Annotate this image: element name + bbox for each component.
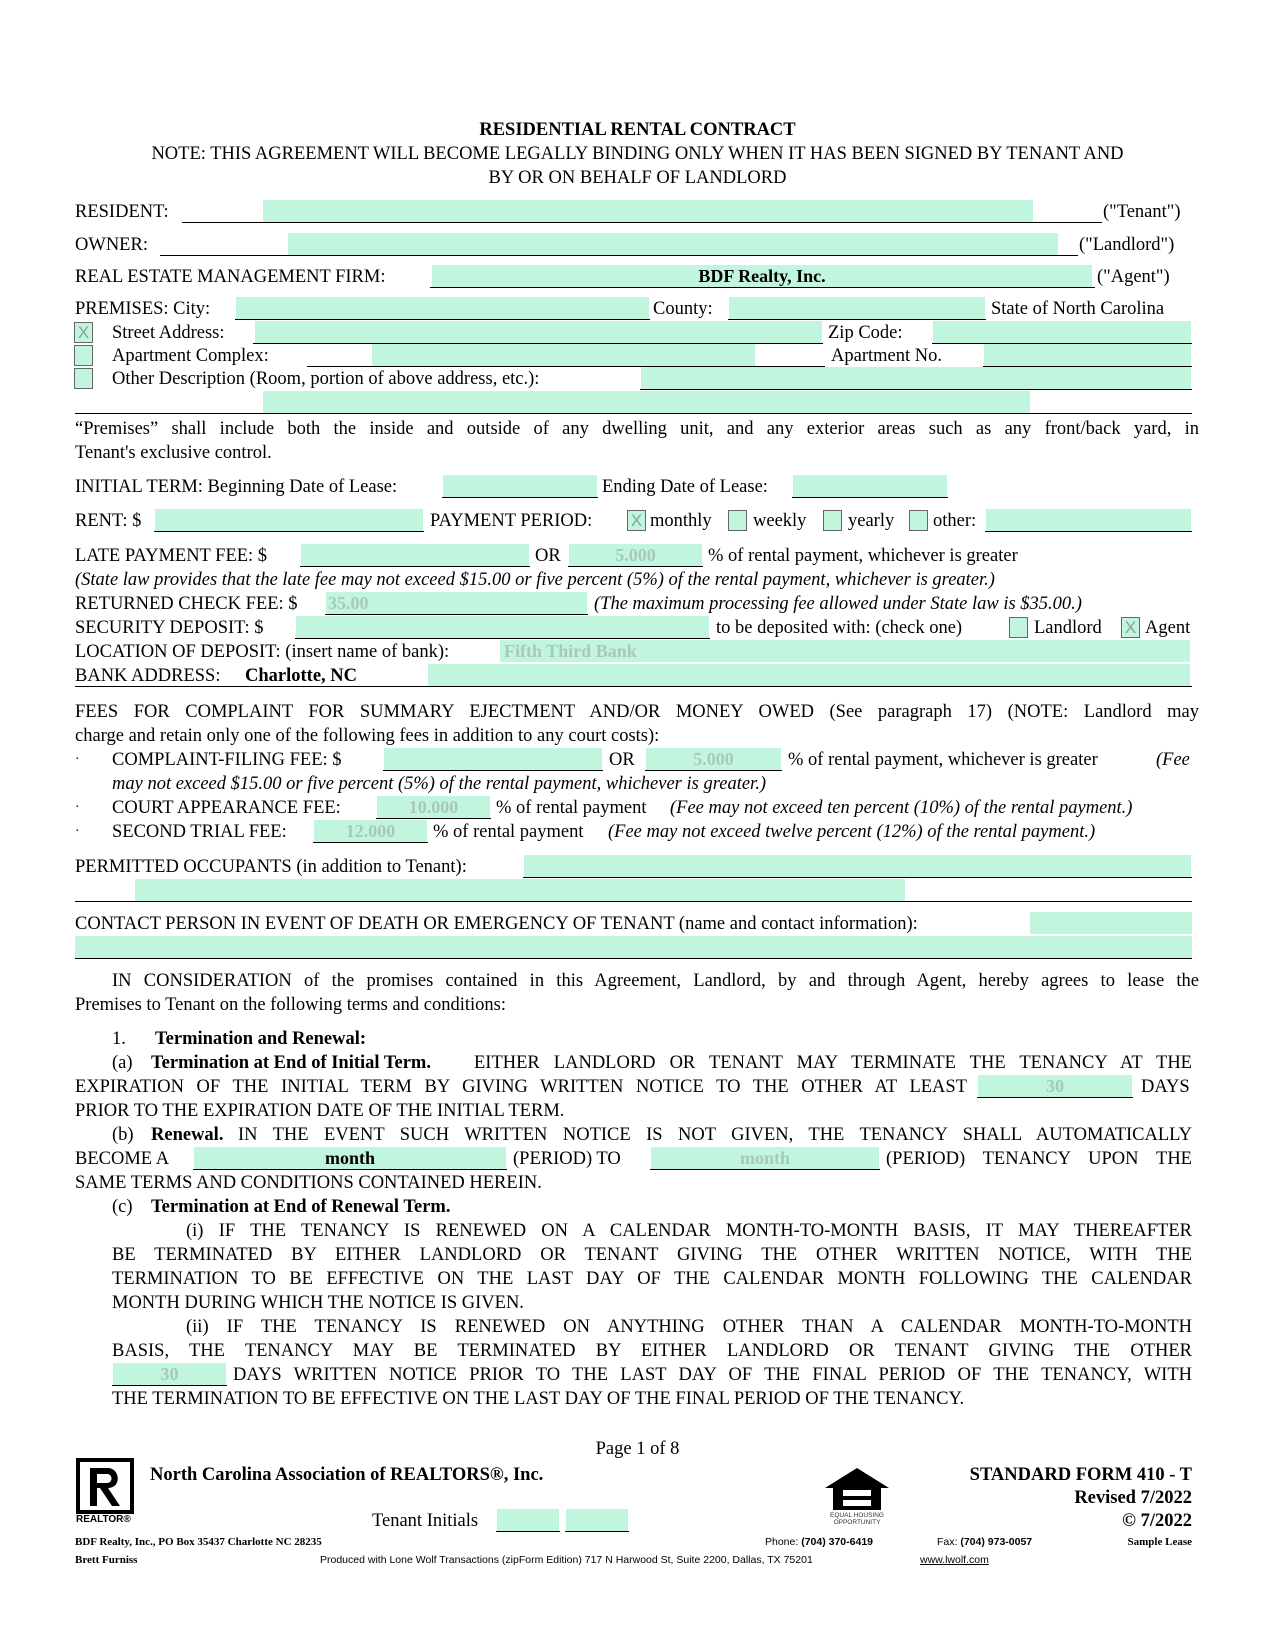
emergency-contact-field2[interactable] <box>75 936 1192 958</box>
section-1-number: 1. <box>112 1029 126 1049</box>
firm-value: BDF Realty, Inc. <box>698 266 826 286</box>
emergency-contact-field[interactable] <box>1030 912 1192 934</box>
occupants-label: PERMITTED OCCUPANTS (in addition to Tenant): <box>75 857 467 877</box>
late-fee-or: OR <box>535 546 561 566</box>
deposit-location-label: LOCATION OF DEPOSIT: (insert name of bank): <box>75 642 450 662</box>
tenant-initials-label: Tenant Initials <box>372 1511 479 1531</box>
phone-number: (704) 370-6419 <box>801 1536 874 1548</box>
document-title: RESIDENTIAL RENTAL CONTRACT <box>479 120 796 140</box>
section-1a-text2: EXPIRATION OF THE INITIAL TERM BY GIVING WRITTEN NOTICE TO THE OTHER AT LEAST <box>75 1077 967 1097</box>
section-1b-text3: SAME TERMS AND CONDITIONS CONTAINED HEREIN. <box>75 1173 542 1193</box>
end-date-label: Ending Date of Lease: <box>602 477 768 497</box>
weekly-label: weekly <box>753 511 807 531</box>
begin-date-field[interactable] <box>443 475 597 497</box>
section-1b-title: Renewal. <box>151 1125 224 1145</box>
occupants-line <box>523 877 1192 878</box>
tenant-initials-line1 <box>496 1531 560 1532</box>
firm-address: BDF Realty, Inc., PO Box 35437 Charlotte NC 28235 <box>75 1536 322 1548</box>
produced-with: Produced with Lone Wolf Transactions (zipForm Edition) 717 N Harwood St, Suite 2200, Dallas, TX 75201 <box>320 1554 813 1566</box>
street-address-checkbox[interactable]: X <box>74 322 93 343</box>
premises-definition-line2: Tenant's exclusive control. <box>75 443 272 463</box>
zip-field[interactable] <box>933 321 1191 343</box>
late-fee-note: (State law provides that the late fee may not exceed $15.00 or five percent (5%) of the rental payment, whichever is greater.) <box>75 570 995 590</box>
landlord-deposit-label: Landlord <box>1034 618 1102 638</box>
firm-line <box>430 287 1095 288</box>
section-1b-tenancy: (PERIOD) TENANCY UPON THE <box>886 1149 1192 1169</box>
fax-number: (704) 973-0057 <box>960 1536 1033 1548</box>
apartment-complex-checkbox[interactable] <box>74 345 93 366</box>
agent-deposit-label: Agent <box>1145 618 1191 638</box>
tenant-initials-field2[interactable] <box>566 1509 628 1531</box>
phone-label: Phone: <box>765 1536 799 1548</box>
occupants-line2 <box>75 901 1192 902</box>
realtor-r-icon <box>76 1458 138 1514</box>
other-desc-field2[interactable] <box>263 391 1030 413</box>
form-revised: Revised 7/2022 <box>1074 1488 1192 1508</box>
complex-field[interactable] <box>372 344 755 366</box>
court-fee-note: (Fee may not exceed ten percent (10%) of the rental payment.) <box>670 798 1133 818</box>
binding-note-line1: NOTE: THIS AGREEMENT WILL BECOME LEGALLY BINDING ONLY WHEN IT HAS BEEN SIGNED BY TENANT AND <box>151 144 1124 164</box>
section-1cii-line2: BASIS, THE TENANCY MAY BE TERMINATED BY EITHER LANDLORD OR TENANT GIVING THE OTHER <box>112 1341 1192 1361</box>
end-date-field[interactable] <box>793 475 947 497</box>
section-1ci-line3: TERMINATION TO BE EFFECTIVE ON THE LAST DAY OF THE CALENDAR MONTH FOLLOWING THE CALENDAR <box>112 1269 1192 1289</box>
lwolf-link[interactable]: www.lwolf.com <box>920 1554 989 1566</box>
yearly-label: yearly <box>848 511 895 531</box>
deposit-line <box>295 638 710 639</box>
returned-check-label: RETURNED CHECK FEE: $ <box>75 594 298 614</box>
second-trial-label: SECOND TRIAL FEE: <box>112 822 287 842</box>
bullet-3: · <box>75 824 80 839</box>
form-number: STANDARD FORM 410 - T <box>969 1465 1192 1485</box>
second-percent-value: 12.000 <box>345 821 396 841</box>
section-1a-text3: PRIOR TO THE EXPIRATION DATE OF THE INITIAL TERM. <box>75 1101 565 1121</box>
owner-label: OWNER: <box>75 235 148 255</box>
rent-line <box>154 531 424 532</box>
other-period-field[interactable] <box>986 509 1191 531</box>
section-1b-prefix: (b) <box>112 1125 134 1145</box>
late-fee-label: LATE PAYMENT FEE: $ <box>75 546 268 566</box>
association-name: North Carolina Association of REALTORS®, Inc. <box>150 1465 544 1485</box>
resident-field[interactable] <box>263 200 1033 222</box>
court-percent-value: 10.000 <box>408 797 459 817</box>
bullet-2: · <box>75 800 80 815</box>
bank-address-value: Charlotte, NC <box>245 666 358 686</box>
county-field[interactable] <box>729 297 985 319</box>
late-fee-suffix: % of rental payment, whichever is greater <box>708 546 1018 566</box>
emergency-contact-label: CONTACT PERSON IN EVENT OF DEATH OR EMERGENCY OF TENANT (name and contact information): <box>75 914 918 934</box>
consideration-line2: Premises to Tenant on the following terms and conditions: <box>75 995 507 1015</box>
other-desc-line2 <box>75 413 1192 414</box>
occupants-field[interactable] <box>524 855 1191 877</box>
fax-label: Fax: <box>937 1536 958 1548</box>
renewal-period2-value: month <box>739 1148 790 1168</box>
cii-days-line <box>112 1385 227 1386</box>
form-copyright: © 7/2022 <box>1122 1511 1192 1531</box>
tenant-initials-line2 <box>565 1531 629 1532</box>
section-1b-to: (PERIOD) TO <box>513 1149 621 1169</box>
apartment-complex-label: Apartment Complex: <box>112 346 269 366</box>
city-line <box>235 319 650 320</box>
owner-line <box>160 255 1078 256</box>
consideration-line1: IN CONSIDERATION of the promises contained in this Agreement, Landlord, by and through Agent, hereby agrees to lease the <box>112 971 1199 991</box>
agent-suffix: ("Agent") <box>1097 267 1170 287</box>
section-1a-text1: EITHER LANDLORD OR TENANT MAY TERMINATE THE TENANCY AT THE <box>474 1053 1192 1073</box>
filing-fee-field[interactable] <box>384 748 602 770</box>
end-date-line <box>792 497 948 498</box>
section-1c-prefix: (c) <box>112 1197 133 1217</box>
firm-label: REAL ESTATE MANAGEMENT FIRM: <box>75 267 386 287</box>
notice-days-value: 30 <box>1046 1076 1064 1096</box>
filing-fee-note-b: may not exceed $15.00 or five percent (5%) of the rental payment, whichever is greater.) <box>112 774 766 794</box>
filing-fee-suffix: % of rental payment, whichever is greater <box>788 750 1098 770</box>
section-1b-text1: IN THE EVENT SUCH WRITTEN NOTICE IS NOT GIVEN, THE TENANCY SHALL AUTOMATICALLY <box>238 1125 1192 1145</box>
yearly-checkbox[interactable] <box>823 510 842 531</box>
occupants-field2[interactable] <box>135 879 905 901</box>
second-percent-line <box>313 842 428 843</box>
security-deposit-label: SECURITY DEPOSIT: $ <box>75 618 264 638</box>
second-trial-note: (Fee may not exceed twelve percent (12%) of the rental payment.) <box>608 822 1096 842</box>
owner-field[interactable] <box>288 233 1058 255</box>
agent-name: Brett Furniss <box>75 1554 138 1566</box>
tenant-initials-field1[interactable] <box>497 1509 559 1531</box>
other-period-line <box>985 531 1192 532</box>
binding-note-line2: BY OR ON BEHALF OF LANDLORD <box>488 168 787 188</box>
renewal-period1-value: month <box>324 1148 375 1168</box>
monthly-checkbox[interactable]: X <box>627 510 646 531</box>
other-desc-line <box>640 389 1192 390</box>
section-1ci-line2: BE TERMINATED BY EITHER LANDLORD OR TENANT GIVING THE OTHER WRITTEN NOTICE, WITH THE <box>112 1245 1192 1265</box>
street-field[interactable] <box>255 321 822 343</box>
section-1cii-line1: (ii) IF THE TENANCY IS RENEWED ON ANYTHING OTHER THAN A CALENDAR MONTH-TO-MONTH <box>186 1317 1192 1337</box>
section-1b-become: BECOME A <box>75 1149 170 1169</box>
second-trial-suffix: % of rental payment <box>433 822 584 842</box>
rent-field[interactable] <box>155 509 423 531</box>
renewal-period1-line <box>193 1169 507 1170</box>
landlord-deposit-checkbox[interactable] <box>1009 617 1028 638</box>
street-address-label: Street Address: <box>112 323 225 343</box>
equal-housing-logo <box>823 1466 891 1526</box>
zip-label: Zip Code: <box>828 323 903 343</box>
county-label: County: <box>653 299 713 319</box>
section-1c-title: Termination at End of Renewal Term. <box>151 1197 451 1217</box>
weekly-checkbox[interactable] <box>728 510 747 531</box>
rent-label: RENT: $ <box>75 511 142 531</box>
bank-address-label: BANK ADDRESS: <box>75 666 221 686</box>
cii-days-value: 30 <box>160 1364 179 1384</box>
late-percent-value: 5.000 <box>615 545 656 565</box>
section-1a-title: Termination at End of Initial Term. <box>151 1053 431 1073</box>
monthly-label: monthly <box>650 511 712 531</box>
deposit-with-label: to be deposited with: (check one) <box>716 618 963 638</box>
bank-address-field[interactable] <box>428 664 1190 686</box>
other-period-label: other: <box>933 511 977 531</box>
court-percent-line <box>376 818 491 819</box>
document-name: Sample Lease <box>1127 1536 1192 1548</box>
filing-fee-line <box>383 770 603 771</box>
section-1ci-line1: (i) IF THE TENANCY IS RENEWED ON A CALENDAR MONTH-TO-MONTH BASIS, IT MAY THEREAFTER <box>186 1221 1192 1241</box>
other-desc-field[interactable] <box>641 367 1191 389</box>
filing-fee-or: OR <box>609 750 635 770</box>
apartment-no-label: Apartment No. <box>831 346 942 366</box>
filing-fee-label: COMPLAINT-FILING FEE: $ <box>112 750 342 770</box>
other-period-checkbox[interactable] <box>909 510 928 531</box>
realtor-logo <box>76 1458 138 1526</box>
other-description-checkbox[interactable] <box>74 368 93 389</box>
filing-percent-value: 5.000 <box>693 749 734 769</box>
equal-housing-house-icon <box>823 1466 891 1512</box>
begin-date-label: INITIAL TERM: Beginning Date of Lease: <box>75 477 398 497</box>
section-1a-prefix: (a) <box>112 1053 133 1073</box>
court-fee-label: COURT APPEARANCE FEE: <box>112 798 341 818</box>
bank-address-line <box>75 686 1192 687</box>
bullet-1: · <box>75 752 80 767</box>
late-fee-line <box>300 566 530 567</box>
complaint-fees-line1: FEES FOR COMPLAINT FOR SUMMARY EJECTMENT AND/OR MONEY OWED (See paragraph 17) (NOTE: Landlord may <box>75 702 1199 722</box>
landlord-suffix: ("Landlord") <box>1079 235 1175 255</box>
premises-definition-line1: “Premises” shall include both the inside and outside of any dwelling unit, and any exterior areas such as any front/back yard, in <box>75 419 1199 439</box>
deposit-field[interactable] <box>296 616 709 638</box>
emergency-contact-line2 <box>75 958 1192 959</box>
payment-period-label: PAYMENT PERIOD: <box>430 511 593 531</box>
resident-label: RESIDENT: <box>75 202 169 222</box>
other-description-label: Other Description (Room, portion of above address, etc.): <box>112 369 540 389</box>
section-1cii-line4: THE TERMINATION TO BE EFFECTIVE ON THE LAST DAY OF THE FINAL PERIOD OF THE TENANCY. <box>112 1389 965 1409</box>
renewal-period2-line <box>650 1169 880 1170</box>
filing-fee-note-a: (Fee <box>1156 750 1190 770</box>
begin-date-line <box>442 497 598 498</box>
bank-name-value: Fifth Third Bank <box>504 641 637 661</box>
section-1cii-line3: DAYS WRITTEN NOTICE PRIOR TO THE LAST DAY OF THE FINAL PERIOD OF THE TENANCY, WITH <box>233 1365 1192 1385</box>
tenant-suffix: ("Tenant") <box>1103 202 1181 222</box>
late-fee-field[interactable] <box>301 544 529 566</box>
late-percent-line <box>568 566 703 567</box>
section-1ci-line4: MONTH DURING WHICH THE NOTICE IS GIVEN. <box>112 1293 524 1313</box>
returned-check-note: (The maximum processing fee allowed under State law is $35.00.) <box>594 594 1082 614</box>
equal-housing-text: EQUAL HOUSING OPPORTUNITY <box>830 1512 884 1526</box>
returned-check-line <box>325 614 588 615</box>
section-1-title: Termination and Renewal: <box>155 1029 367 1049</box>
page-number: Page 1 of 8 <box>595 1439 680 1459</box>
returned-check-value: 35.00 <box>328 593 369 613</box>
court-fee-suffix: % of rental payment <box>496 798 647 818</box>
filing-percent-line <box>645 770 782 771</box>
state-text: State of North Carolina <box>991 299 1165 319</box>
apt-no-field[interactable] <box>984 344 1191 366</box>
city-field[interactable] <box>236 297 649 319</box>
county-line <box>728 319 986 320</box>
resident-line <box>182 222 1102 223</box>
realtor-logo-text: REALTOR® <box>76 1514 131 1525</box>
premises-city-label: PREMISES: City: <box>75 299 211 319</box>
notice-days-label: DAYS <box>1141 1077 1190 1097</box>
agent-deposit-checkbox[interactable]: X <box>1121 617 1140 638</box>
complaint-fees-line2: charge and retain only one of the following fees in addition to any court costs): <box>75 726 660 746</box>
notice-days-line <box>977 1097 1133 1098</box>
